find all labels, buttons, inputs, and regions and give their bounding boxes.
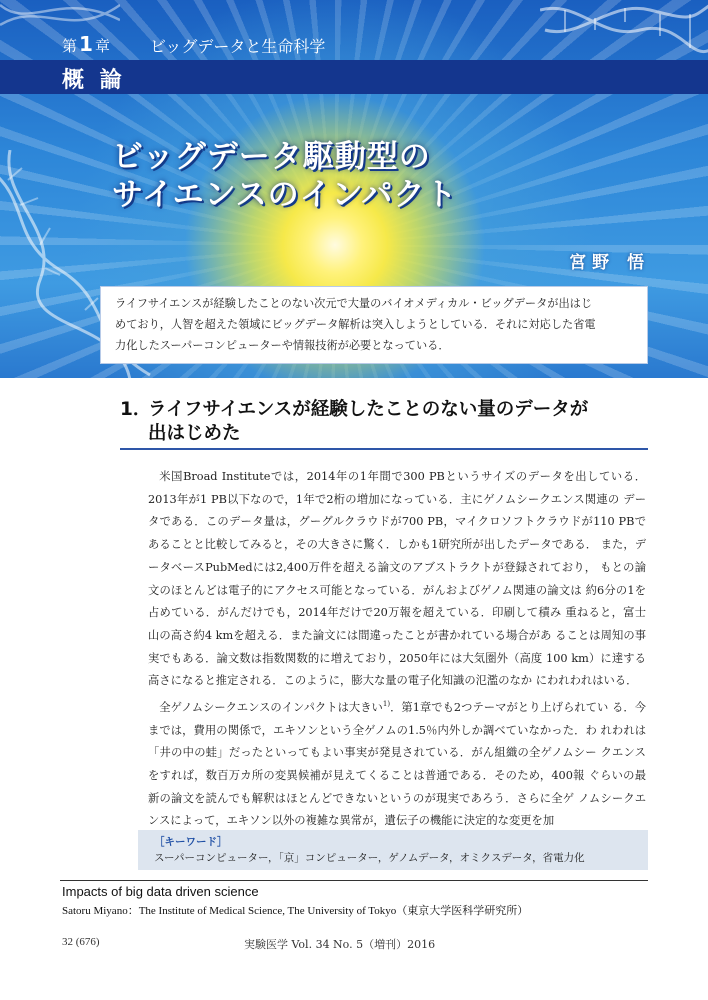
english-author: Satoru Miyano：The Institute of Medical Science, The University of Tokyo（東京大学医科学研究所）	[62, 905, 529, 917]
header-banner	[0, 0, 708, 378]
author-name: 宮野 悟	[569, 253, 650, 273]
text-line: クエンスをすれば，数百万カ所の変異候補が見えてくることは普通である．そのため，400報	[148, 746, 646, 782]
paragraph	[148, 693, 646, 833]
section-heading	[120, 398, 648, 446]
abstract-line: めており，人智を超えた領域にビッグデータ解析は突入しようとしている．それに対応した省電	[115, 318, 596, 331]
section-label-bar	[0, 60, 708, 94]
text-line: 100 km）に達する高さになると推定される．このように，膨大な量の電子化知識の氾濫のなか	[148, 651, 646, 688]
chapter-title: ビッグデータと生命科学	[150, 37, 326, 56]
chapter-number	[62, 32, 110, 56]
text-line: ることは周知の事実でもある．論文数は指数関数的に増えており，2050年には大気圏外（高度	[148, 628, 647, 665]
text-line: データである．このデータ量は，グーグルクラウドが700 PB，マイクロソフトクラウドが110	[148, 492, 646, 529]
paragraph	[148, 466, 646, 693]
text-line: 約6分の1を占めている．がんだけでも，2014年だけで20万報を超えている．印刷して積み	[148, 583, 646, 620]
section-title-line2: 出はじめた	[148, 423, 241, 444]
chapter-prefix: 第	[62, 37, 78, 55]
chapter-number-value: 1	[79, 32, 93, 56]
text-line: れわれは「井の中の蛙」だったといってもよい事実が発見されている．がん組織の全ゲノムシー	[148, 723, 646, 760]
text-line: る．今までは，費用の関係で，エキソンという全ゲノムの1.5％内外しか調べていなかった．わ	[148, 700, 646, 737]
abstract-line: 力化したスーパーコンピューターや情報技術が必要となっている．	[115, 339, 450, 352]
keyword-box	[138, 830, 648, 870]
chapter-header	[0, 28, 708, 58]
section-title-line1: ライフサイエンスが経験したことのない量のデータが	[148, 399, 589, 420]
abstract-line: ライフサイエンスが経験したことのない次元で大量のバイオメディカル・ビッグデータが出はじ	[115, 297, 593, 310]
text-line: にわれわれはいる．	[535, 674, 638, 688]
text-line: PBであることと比較してみると，その大きさに驚く．しかも1研究所が出したデータである．	[148, 515, 646, 552]
text-line: また，データベースPubMedには2,400万件を超える論文のアブストラクトが登録されており，	[148, 538, 647, 574]
text-line: ノムシークエンスによって，エキソン以外の複雑な異常が，遺伝子の機能に決定的な変更を加	[148, 791, 647, 828]
body-text	[148, 466, 646, 833]
chapter-suffix: 章	[94, 37, 110, 55]
english-title: Impacts of big data driven science	[62, 884, 259, 899]
text-line: 重ねると，富士山の高さ約4 kmを超える．また論文には間違ったことが書かれている場合があ	[148, 606, 646, 642]
abstract-box	[100, 286, 648, 364]
section-label: 概 論	[62, 68, 126, 93]
footer-divider	[60, 880, 648, 881]
keyword-label: ［キーワード］	[154, 836, 228, 848]
article-title-line1: ビッグデータ駆動型の	[112, 139, 431, 175]
reference-superscript[interactable]: 1)	[382, 700, 391, 709]
keyword-list: スーパーコンピューター，「京」コンピューター，ゲノムデータ，オミクスデータ，省電力化	[154, 852, 585, 864]
section-number: 1．	[120, 399, 152, 420]
article-title-line2: サイエンスのインパクト	[112, 177, 458, 213]
journal-citation: 実験医学 Vol. 34 No. 5（増刊）2016	[244, 938, 436, 951]
text-line: ぐらいの最新の論文を読んでも解釈はほとんどできないというのが現実であろう．さらに全ゲ	[148, 768, 646, 805]
text-line: ．第1章でも2つテーマがとり上げられてい	[390, 700, 609, 714]
article-title	[112, 138, 458, 214]
text-line: 米国Broad Instituteでは，2014年の1年間で300 PBというサイズのデータを出している．	[159, 470, 646, 483]
page-number: 32 (676)	[62, 936, 100, 948]
text-line: 2013年が1 PB以下なので，1年で2桁の増加になっている．主にゲノムシークエンス関連の	[148, 492, 620, 506]
section-divider	[120, 448, 648, 450]
text-line: もとの論文のほとんどは電子的にアクセス可能となっている．がんおよびゲノム関連の論文は	[148, 560, 646, 597]
text-line: 全ゲノムシークエンスのインパクトは大きい	[159, 700, 383, 714]
